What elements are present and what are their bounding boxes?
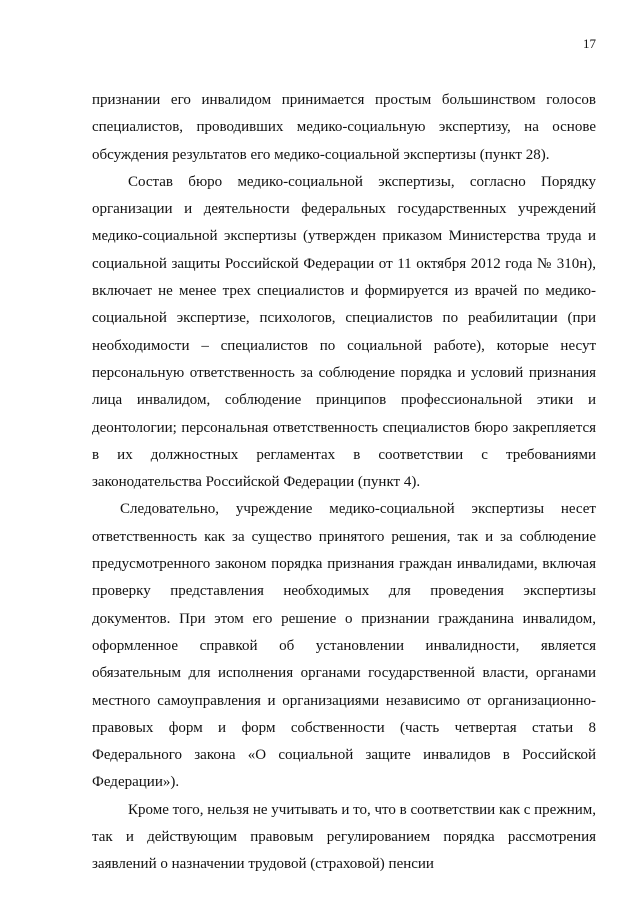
paragraph-1: признании его инвалидом принимается простым большинством голосов специалистов, проводивших медико-социальную экспертизу, на основе обсуждения результатов его медико-социальной экспертизы (пункт 28). — [92, 92, 596, 163]
page-number: 17 — [583, 36, 596, 51]
paragraph-3: Следовательно, учреждение медико-социальной экспертизы несет ответственность как за существо принятого решения, так и за соблюдение предусмотренного законом порядка признания граждан инвалидами, включая проверку представления необходимых для проведения экспертизы документов. При этом его решение о признании гражданина инвалидом, оформленное справкой об установлении инвалидности, является обязательным для исполнения органами государственной власти, органами местного самоуправления и организациями независимо от организационно-правовых форм и форм собственности (часть четвертая статьи 8 Федерального закона «О социальной защите инвалидов в Российской Федерации»). — [92, 501, 596, 791]
body-text — [92, 87, 596, 879]
paragraph-2: Состав бюро медико-социальной экспертизы, согласно Порядку организации и деятельности федеральных государственных учреждений медико-социальной экспертизы (утвержден приказом Министерства труда и социальной защиты Российской Федерации от 11 октября 2012 года № 310н), включает не менее трех специалистов и формируется из врачей по медико-социальной экспертизе, психологов, специалистов по реабилитации (при необходимости – специалистов по социальной работе), которые несут персональную ответственность за соблюдение порядка и условий признания лица инвалидом, соблюдение принципов профессиональной этики и деонтологии; персональная ответственность специалистов бюро закрепляется в их должностных регламентах в соответствии с требованиями законодательства Российской Федерации (пункт 4). — [92, 173, 596, 491]
paragraph-4: Кроме того, нельзя не учитывать и то, что в соответствии как с прежним, так и действующим правовым регулированием порядка рассмотрения заявлений о назначении трудовой (страховой) пенсии — [92, 801, 596, 873]
